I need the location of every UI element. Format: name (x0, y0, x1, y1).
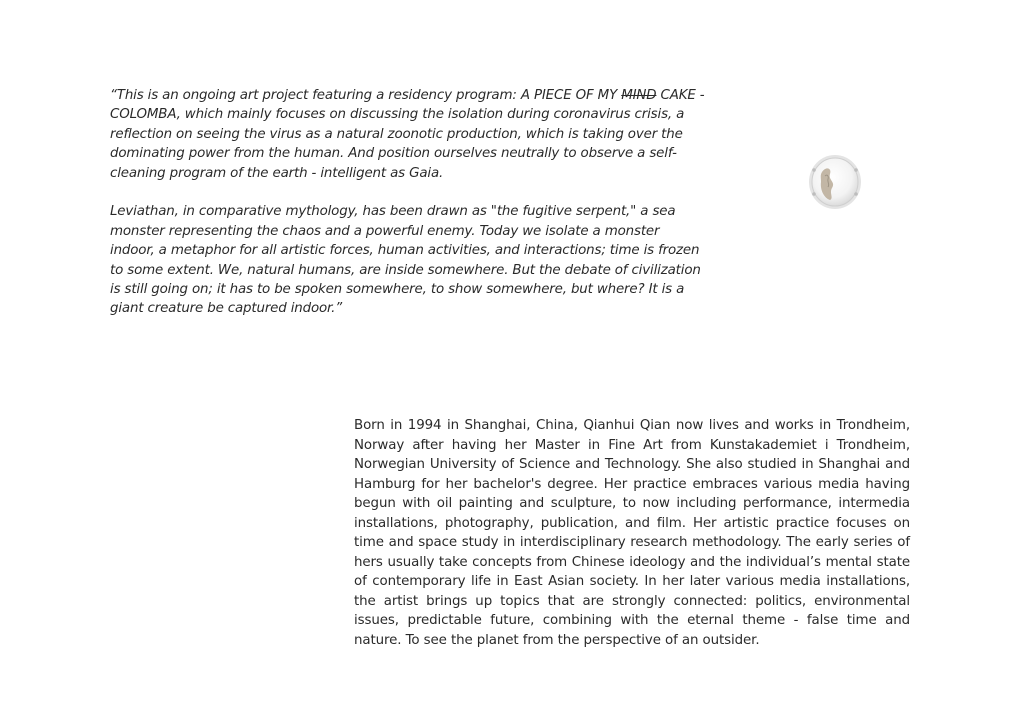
quote-paragraph-1 (110, 86, 706, 183)
quote-paragraph-2: Leviathan, in comparative mythology, has been drawn as "the fugitive serpent," a sea monster representing the chaos and a powerful enemy. Today we isolate a monster indoor, a metaphor for all artistic forces, human activities, and interactions; time is frozen to some extent. We, natural humans, are inside somewhere. But the debate of civilization is still going on; it has to be spoken somewhere, to show somewhere, but where? It is a giant creature be captured indoor.” (110, 204, 701, 317)
project-quote (110, 86, 706, 319)
bio-paragraph: Born in 1994 in Shanghai, China, Qianhui Qian now lives and works in Trondheim, Norway after having her Master in Fine Art from Kunstakademiet i Trondheim, Norwegian University of Science and Technology. She also studied in Shanghai and Hamburg for her bachelor's degree. Her practice embraces various media having begun with oil painting and sculpture, to now including performance, intermedia installations, photography, publication, and film. Her artistic practice focuses on time and space study in interdisciplinary research methodology. The early series of hers usually take concepts from Chinese ideology and the individual’s mental state of contemporary life in East Asian society. In her later various media installations, the artist brings up topics that are strongly connected: politics, environmental issues, predictable future, combining with the eternal theme - false time and nature. To see the planet from the perspective of an outsider. (354, 418, 910, 648)
glass-orb-icon (808, 154, 862, 210)
quote-rest-text: CAKE - COLOMBA, which mainly focuses on discussing the isolation during coronavirus crisis, a reflection on seeing the virus as a natural zoonotic production, which is taking over the dominating power from the human. And position ourselves neutrally to observe a self-cleaning program of the earth - intelligent as Gaia. (110, 88, 705, 181)
artist-biography (354, 416, 910, 650)
struck-word: MIND (621, 88, 657, 103)
quote-intro-text: “This is an ongoing art project featuring a residency program: A PIECE OF MY (110, 88, 622, 103)
